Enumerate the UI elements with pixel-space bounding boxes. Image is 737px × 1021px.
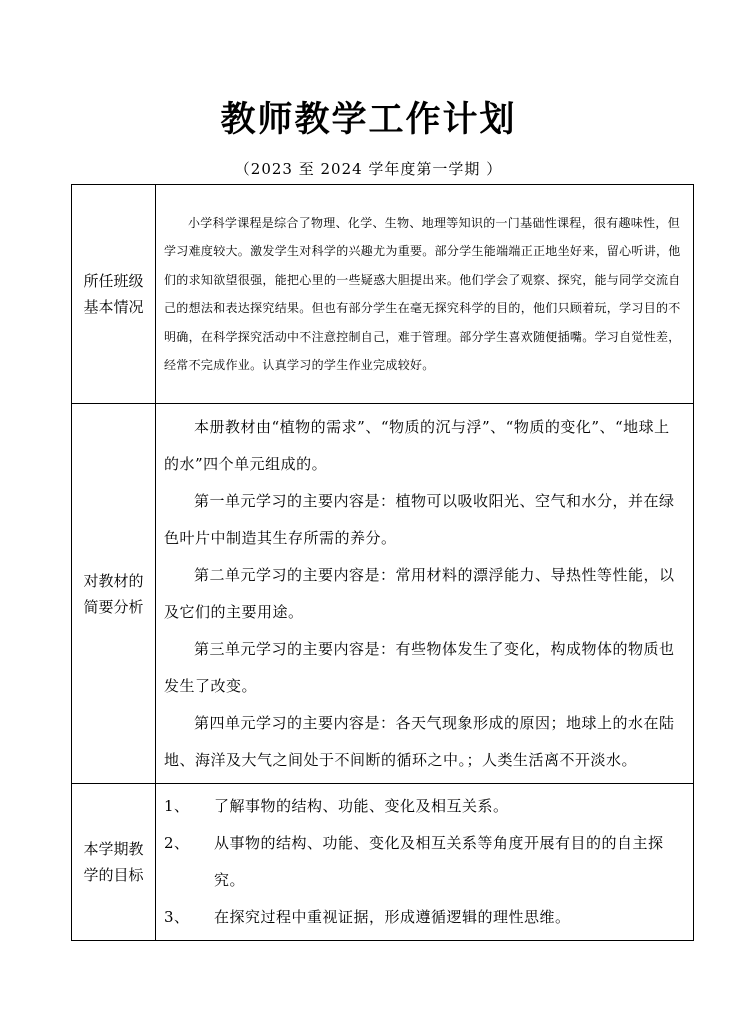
analysis-paragraph: 第二单元学习的主要内容是：常用材料的漂浮能力、导热性等性能，以及它们的主要用途。 (164, 565, 675, 621)
textbook-analysis-label: 对教材的简要分析 (72, 404, 156, 784)
class-situation-content (156, 185, 694, 404)
analysis-paragraph: 本册教材由“植物的需求”、“物质的沉与浮”、“物质的变化”、“地球上的水”四个单元组成的。 (164, 417, 670, 473)
row-class-situation (72, 185, 694, 404)
row-goals (72, 784, 694, 941)
class-situation-label: 所任班级基本情况 (72, 185, 156, 404)
textbook-analysis-content (156, 404, 694, 784)
analysis-paragraph: 第四单元学习的主要内容是：各天气现象形成的原因；地球上的水在陆地、海洋及大气之间处于不间断的循环之中。；人类生活离不开淡水。 (164, 713, 675, 769)
row-textbook-analysis (72, 404, 694, 784)
goal-item: 3、 在探究过程中重视证据，形成遵循逻辑的理性思维。 (164, 908, 571, 926)
school-term: （2023 至 2024 学年度第一学期 ） (234, 160, 503, 178)
analysis-paragraph: 第三单元学习的主要内容是：有些物体发生了变化，构成物体的物质也发生了改变。 (164, 639, 675, 695)
class-situation-text: 小学科学课程是综合了物理、化学、生物、地理等知识的一门基础性课程，很有趣味性，但学习难度较大。激发学生对科学的兴趣尤为重要。部分学生能端端正正地坐好来，留心听讲，他们的求知欲望很强，能把心里的一些疑惑大胆提出来。他们学会了观察、探究，能与同学交流自己的想法和表达探究结果。但也有部分学生在毫无探究科学的目的，他们只顾着玩，学习目的不明确，在科学探究活动中不注意控制自己，难于管理。部分学生喜欢随便插嘴。学习自觉性差，经常不完成作业。认真学习的学生作业完成较好。 (164, 215, 681, 372)
goal-item: 1、 了解事物的结构、功能、变化及相互关系。 (164, 797, 509, 815)
goals-content (156, 784, 694, 941)
goals-label: 本学期教学的目标 (72, 784, 156, 941)
goal-item: 2、 从事物的结构、功能、变化及相互关系等角度开展有目的的自主探究。 (164, 834, 664, 889)
analysis-paragraph: 第一单元学习的主要内容是：植物可以吸收阳光、空气和水分，并在绿色叶片中制造其生存所需的养分。 (164, 491, 675, 547)
plan-table (71, 184, 694, 941)
page-title: 教师教学工作计划 (220, 99, 517, 140)
